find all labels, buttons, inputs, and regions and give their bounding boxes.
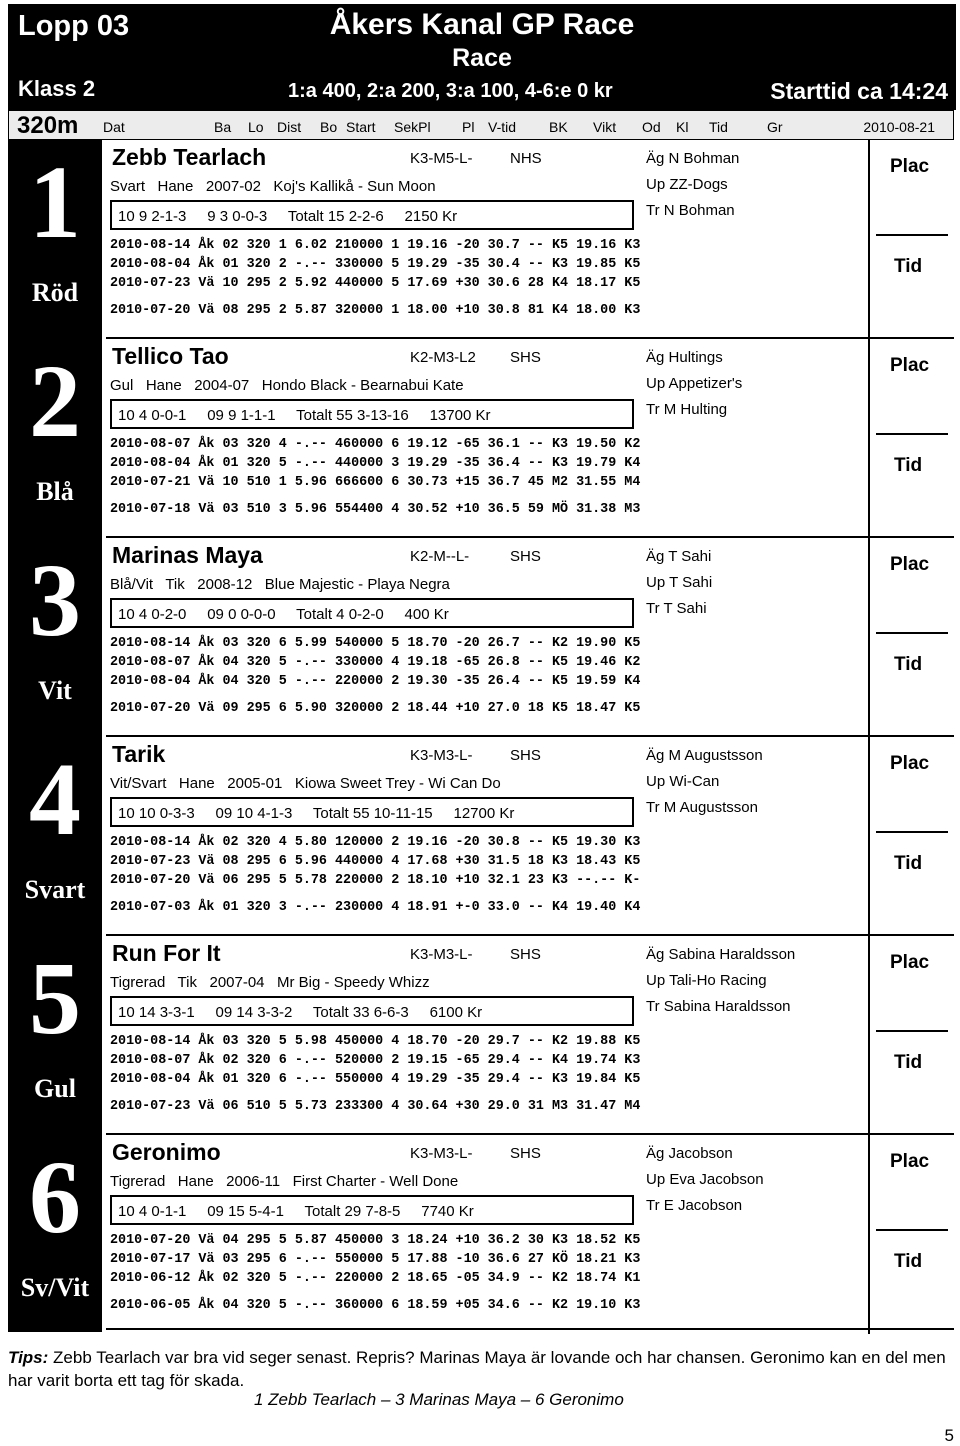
col-vtid: V-tid: [488, 119, 517, 135]
horse-entry: [106, 538, 954, 737]
prize-list: 1:a 400, 2:a 200, 3:a 100, 4-6:e 0 kr: [288, 80, 613, 102]
plac-tid-separator: [876, 831, 948, 833]
horse-owner: Äg Sabina Haraldsson: [646, 946, 796, 963]
tips-paragraph: [8, 1346, 948, 1392]
race-result-row: 2010-07-23 Vä 08 295 6 5.96 440000 4 17.68 +30 31.5 18 K3 18.43 K5: [110, 854, 641, 869]
start-time: Starttid ca 14:24: [770, 78, 948, 104]
tips-label: Tips:: [8, 1348, 49, 1367]
horse-shoe: SHS: [510, 349, 541, 366]
horse-trainer: Tr Sabina Haraldsson: [646, 998, 791, 1015]
horse-shoe: SHS: [510, 1145, 541, 1162]
horse-entry: [106, 1135, 954, 1334]
start-number-cell: [8, 737, 102, 936]
horse-name: Tellico Tao: [112, 343, 229, 369]
horse-shoe: NHS: [510, 150, 542, 167]
col-sekpl: SekPl: [394, 119, 431, 135]
column-divider: [868, 936, 870, 1135]
start-number: 2: [29, 344, 81, 459]
blanket-color: Blå: [36, 477, 74, 506]
plac-tid-separator: [876, 433, 948, 435]
blanket-color: Sv/Vit: [20, 1273, 90, 1302]
tid-label: Tid: [894, 654, 923, 675]
horse-entry: [106, 737, 954, 936]
tid-label: Tid: [894, 1251, 923, 1272]
horse-entry: [106, 140, 954, 339]
plac-tid-separator: [876, 1229, 948, 1231]
horse-class: K3-M3-L-: [410, 1145, 473, 1162]
race-result-row: 2010-07-20 Vä 09 295 6 5.90 320000 2 18.44 +10 27.0 18 K5 18.47 K5: [110, 701, 641, 716]
race-result-row: 2010-08-14 Åk 02 320 4 5.80 120000 2 19.16 -20 30.8 -- K5 19.30 K3: [110, 835, 641, 850]
plac-label: Plac: [890, 355, 930, 376]
race-result-row: 2010-07-20 Vä 08 295 2 5.87 320000 1 18.00 +10 30.8 81 K4 18.00 K3: [110, 303, 641, 318]
horse-stats: 10 4 0-2-0 09 0 0-0-0 Totalt 4 0-2-0 400 Kr: [110, 598, 634, 628]
col-bk: BK: [549, 119, 568, 135]
horse-class: K3-M3-L-: [410, 747, 473, 764]
column-divider: [868, 1135, 870, 1334]
race-result-row: 2010-06-12 Åk 02 320 5 -.-- 220000 2 18.65 -05 34.9 -- K2 18.74 K1: [110, 1271, 641, 1286]
race-result-row: 2010-08-07 Åk 03 320 4 -.-- 460000 6 19.12 -65 36.1 -- K3 19.50 K2: [110, 437, 641, 452]
horse-breeder: Up ZZ-Dogs: [646, 176, 728, 193]
horse-trainer: Tr E Jacobson: [646, 1197, 743, 1214]
race-result-row: 2010-08-07 Åk 02 320 6 -.-- 520000 2 19.15 -65 29.4 -- K4 19.74 K3: [110, 1053, 641, 1068]
column-divider: [868, 737, 870, 936]
race-subtitle: Race: [452, 44, 512, 72]
race-result-row: 2010-08-14 Åk 03 320 5 5.98 450000 4 18.70 -20 29.7 -- K2 19.88 K5: [110, 1034, 641, 1049]
race-result-row: 2010-08-14 Åk 03 320 6 5.99 540000 5 18.70 -20 26.7 -- K2 19.90 K5: [110, 636, 641, 651]
col-gr: Gr: [767, 119, 783, 135]
horse-shoe: SHS: [510, 548, 541, 565]
plac-tid-separator: [876, 1030, 948, 1032]
col-od: Od: [642, 119, 661, 135]
col-vikt: Vikt: [593, 119, 617, 135]
start-number: 6: [29, 1140, 81, 1255]
horse-owner: Äg M Augustsson: [646, 747, 763, 764]
race-result-row: 2010-07-17 Vä 03 295 6 -.-- 550000 5 17.88 -10 36.6 27 KÖ 18.21 K3: [110, 1252, 641, 1267]
horse-trainer: Tr M Hulting: [646, 401, 728, 418]
plac-tid-separator: [876, 632, 948, 634]
horse-description: Vit/Svart Hane 2005-01 Kiowa Sweet Trey - Wi Can Do: [110, 775, 501, 792]
page-number: 5: [944, 1426, 954, 1445]
plac-label: Plac: [890, 554, 930, 575]
start-number: 5: [29, 941, 81, 1056]
horse-breeder: Up T Sahi: [646, 574, 713, 591]
horse-breeder: Up Tali-Ho Racing: [646, 972, 767, 989]
col-pl: Pl: [462, 119, 475, 135]
start-number-cell: [8, 538, 102, 737]
race-result-row: 2010-08-04 Åk 01 320 6 -.-- 550000 4 19.29 -35 29.4 -- K3 19.84 K5: [110, 1072, 641, 1087]
start-number: 3: [29, 543, 81, 658]
plac-tid-separator: [876, 234, 948, 236]
start-number-cell: [8, 140, 102, 339]
start-number-cell: [8, 936, 102, 1135]
column-divider: [868, 140, 870, 339]
horse-description: Blå/Vit Tik 2008-12 Blue Majestic - Playa Negra: [110, 576, 450, 593]
horse-stats: 10 4 0-0-1 09 9 1-1-1 Totalt 55 3-13-16 13700 Kr: [110, 399, 634, 429]
race-result-row: 2010-08-04 Åk 01 320 5 -.-- 440000 3 19.29 -35 36.4 -- K3 19.79 K4: [110, 456, 641, 471]
race-result-row: 2010-07-21 Vä 10 510 1 5.96 666600 6 30.73 +15 36.7 45 M2 31.55 M4: [110, 475, 641, 490]
blanket-color: Vit: [38, 676, 72, 705]
horse-breeder: Up Eva Jacobson: [646, 1171, 764, 1188]
horse-breeder: Up Appetizer's: [646, 375, 743, 392]
start-number: 4: [29, 742, 81, 857]
horse-description: Tigrerad Hane 2006-11 First Charter - Well Done: [110, 1173, 459, 1190]
horse-breeder: Up Wi-Can: [646, 773, 720, 790]
horse-stats: 10 4 0-1-1 09 15 5-4-1 Totalt 29 7-8-5 7740 Kr: [110, 1195, 634, 1225]
horse-stats: 10 14 3-3-1 09 14 3-3-2 Totalt 33 6-6-3 6100 Kr: [110, 996, 634, 1026]
horse-trainer: Tr M Augustsson: [646, 799, 758, 816]
blanket-color: Gul: [34, 1074, 76, 1103]
start-number: 1: [29, 145, 81, 260]
race-result-row: 2010-08-04 Åk 04 320 5 -.-- 220000 2 19.30 -35 26.4 -- K5 19.59 K4: [110, 674, 641, 689]
tid-label: Tid: [894, 455, 923, 476]
race-header: [8, 4, 956, 110]
horse-stats: 10 9 2-1-3 9 3 0-0-3 Totalt 15 2-2-6 2150 Kr: [110, 200, 634, 230]
plac-label: Plac: [890, 1151, 930, 1172]
horse-owner: Äg N Bohman: [646, 150, 740, 167]
col-start: Start: [346, 119, 376, 135]
horse-stats: 10 10 0-3-3 09 10 4-1-3 Totalt 55 10-11-15 12700 Kr: [110, 797, 634, 827]
race-result-row: 2010-07-23 Vä 10 295 2 5.92 440000 5 17.69 +30 30.6 28 K4 18.17 K5: [110, 276, 641, 291]
column-divider: [868, 538, 870, 737]
race-result-row: 2010-07-20 Vä 04 295 5 5.87 450000 3 18.24 +10 36.2 30 K3 18.52 K5: [110, 1233, 641, 1248]
tid-label: Tid: [894, 1052, 923, 1073]
horse-trainer: Tr T Sahi: [646, 600, 707, 617]
race-class: Klass 2: [18, 76, 96, 101]
race-result-row: 2010-07-18 Vä 03 510 3 5.96 554400 4 30.52 +10 36.5 59 MÖ 31.38 M3: [110, 502, 641, 517]
start-number-cell: [8, 1135, 102, 1334]
tid-label: Tid: [894, 853, 923, 874]
plac-label: Plac: [890, 753, 930, 774]
col-tid: Tid: [709, 119, 728, 135]
horse-description: Gul Hane 2004-07 Hondo Black - Bearnabui Kate: [110, 377, 464, 394]
col-dat: Dat: [103, 119, 125, 135]
horse-class: K3-M3-L-: [410, 946, 473, 963]
horse-shoe: SHS: [510, 747, 541, 764]
horse-trainer: Tr N Bohman: [646, 202, 735, 219]
race-result-row: 2010-06-05 Åk 04 320 5 -.-- 360000 6 18.59 +05 34.6 -- K2 19.10 K3: [110, 1298, 641, 1313]
horse-owner: Äg Hultings: [646, 349, 723, 366]
race-number: Lopp 03: [18, 10, 130, 42]
plac-label: Plac: [890, 156, 930, 177]
race-result-row: 2010-08-04 Åk 01 320 2 -.-- 330000 5 19.29 -35 30.4 -- K3 19.85 K5: [110, 257, 641, 272]
race-result-row: 2010-07-20 Vä 06 295 5 5.78 220000 2 18.10 +10 32.1 23 K3 --.-- K-: [110, 873, 641, 888]
tid-label: Tid: [894, 256, 923, 277]
horse-class: K2-M3-L2: [410, 349, 476, 366]
horse-shoe: SHS: [510, 946, 541, 963]
race-result-row: 2010-08-14 Åk 02 320 1 6.02 210000 1 19.16 -20 30.7 -- K5 19.16 K3: [110, 238, 641, 253]
entry-divider: [106, 1328, 954, 1330]
horse-name: Run For It: [112, 940, 221, 966]
horse-owner: Äg Jacobson: [646, 1145, 733, 1162]
col-ba: Ba: [214, 119, 232, 135]
col-bo: Bo: [320, 119, 338, 135]
horse-name: Zebb Tearlach: [112, 144, 267, 170]
horse-class: K2-M--L-: [410, 548, 470, 565]
blanket-color: Röd: [31, 278, 79, 307]
plac-label: Plac: [890, 952, 930, 973]
horse-entry: [106, 339, 954, 538]
race-result-row: 2010-07-23 Vä 06 510 5 5.73 233300 4 30.64 +30 29.0 31 M3 31.47 M4: [110, 1099, 641, 1114]
horse-name: Tarik: [112, 741, 166, 767]
race-result-row: 2010-07-03 Åk 01 320 3 -.-- 230000 4 18.91 +-0 33.0 -- K4 19.40 K4: [110, 900, 641, 915]
col-lo: Lo: [248, 119, 264, 135]
column-divider: [868, 339, 870, 538]
horse-entry: [106, 936, 954, 1135]
horse-class: K3-M5-L-: [410, 150, 473, 167]
start-number-column: [8, 140, 102, 1332]
race-date: 2010-08-21: [863, 119, 935, 135]
col-dist: Dist: [277, 119, 302, 135]
race-title: Åkers Kanal GP Race: [329, 8, 635, 41]
tips-pick: 1 Zebb Tearlach – 3 Marinas Maya – 6 Geronimo: [254, 1390, 624, 1409]
horse-name: Marinas Maya: [112, 542, 263, 568]
start-number-cell: [8, 339, 102, 538]
horse-name: Geronimo: [112, 1139, 221, 1165]
blanket-color: Svart: [24, 875, 86, 904]
race-distance: 320m: [17, 112, 79, 139]
tips-text: Zebb Tearlach var bra vid seger senast. Repris? Marinas Maya är lovande och har chansen. Geronimo kan en del men har varit borta ett tag för skada.: [8, 1348, 946, 1390]
column-header-bar: [8, 110, 954, 140]
race-result-row: 2010-08-07 Åk 04 320 5 -.-- 330000 4 19.18 -65 26.8 -- K5 19.46 K2: [110, 655, 641, 670]
horse-description: Tigrerad Tik 2007-04 Mr Big - Speedy Whizz: [110, 974, 430, 991]
horse-description: Svart Hane 2007-02 Koj's Kallikå - Sun Moon: [110, 178, 436, 195]
horse-owner: Äg T Sahi: [646, 548, 712, 565]
col-kl: Kl: [676, 119, 689, 135]
